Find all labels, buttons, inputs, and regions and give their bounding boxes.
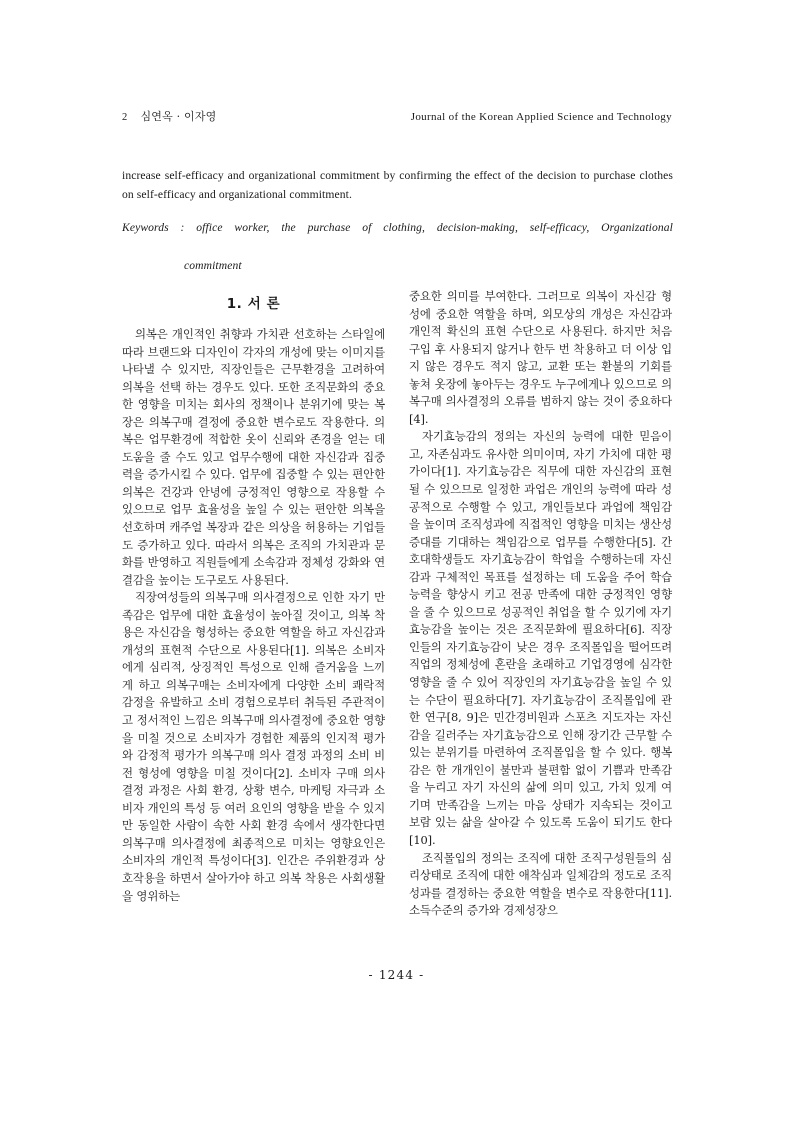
paragraph: 자기효능감의 정의는 자신의 능력에 대한 믿음이고, 자존심과도 유사한 의미이며, 자기 가치에 대한 평가이다[1]. 자기효능감은 직무에 대한 자신감의 표현될 수 있으므로 일정한 과업은 개인의 능력에 따라 성공적으로 수행할 수 있고, 개인들보다 과업에 책임감을 높이며 조직성과에 직접적인 영향을 미치는 생산성 증대를 기대하는 책임감으로 업무를 수행한다[5]. 간호대학생들도 자기효능감이 학업을 수행하는데 자신감과 구체적인 목표를 설정하는 데 도움을 주어 학습 능력을 향상시 키고 전공 만족에 대한 긍정적인 영향을 줄 수 있으므로 성공적인 취업을 할 수 있기에 자기효능감을 높이는 것은 조직문화에 필요하다[6]. 직장인들의 자기효능감이 낮은 경우 조직몰입을 떨어뜨려 직업의 정체성에 혼란을 초래하고 기업경영에 심각한 영향을 줄 수 있어 직장인의 자기효능감을 높일 수 있는 수단이 필요하다[7]. 자기효능감이 조직몰입에 관한 연구[8, 9]은 민간경비원과 스포츠 지도자는 자신감을 길러주는 자기효능감으로 인해 장기간 근무할 수 있는 분위기를 마련하여 조직몰입을 할 수 있다. 행복감은 한 개개인이 불만과 불편함 없이 기쁨과 만족감을 누리고 자기 자신의 삶에 의미 있고, 가치 있게 여기며 만족감을 느끼는 마음 상태가 지속되는 것이고 보람 있는 삶을 살아갈 수 있도록 도움이 되기도 한다[10].	[409, 429, 672, 847]
body-column-right	[409, 288, 672, 966]
abstract-tail-text: increase self-efficacy and organizational commitment by confirming the effect of the decision to purchase clothes on self-efficacy and organizational commitment.	[122, 169, 673, 201]
header-journal-title: Journal of the Korean Applied Science and Technology	[410, 111, 672, 123]
paragraph: 조직몰입의 정의는 조직에 대한 조직구성원들의 심리상태로 조직에 대한 애착심과 일체감의 정도로 조직성과를 결정하는 중요한 역할을 변수로 작용한다[11]. 소득수준의 증가와 경제성장으	[409, 850, 672, 918]
section-heading-introduction: 1. 서 론	[226, 296, 281, 312]
paragraph: 중요한 의미를 부여한다. 그러므로 의복이 자신감 형성에 중요한 역할을 하며, 외모상의 개성은 자신감과 개인적 확신의 표현 수단으로 사용된다. 하지만 처음 구입 후 사용되지 않거나 한두 번 착용하고 더 이상 입지 않은 경우도 적지 않고, 교환 또는 환불의 기회를 놓쳐 옷장에 놓아두는 경우도 누구에게나 있으므로 의복구매 의사결정의 오류를 범하지 않는 것이 중요하다[4].	[409, 289, 672, 426]
header-authors: 심연옥 · 이자영	[140, 110, 217, 123]
keywords-block	[122, 218, 673, 275]
keywords-line-2: commitment	[184, 259, 242, 272]
body-column-left	[122, 326, 385, 966]
paragraph: 의복은 개인적인 취향과 가치관 선호하는 스타일에 따라 브랜드와 디자인이 각자의 개성에 맞는 이미지를 나타낼 수 있지만, 직장인들은 근무환경을 고려하여 의복을 선택 하는 경우도 있다. 또한 조직문화의 중요한 영향을 미치는 회사의 정책이나 분위기에 맞는 복장은 의복구매 결정에 중요한 변수로도 작용한다. 의복은 업무환경에 적합한 옷이 신뢰와 존경을 얻는 데 도움을 줄 수도 있고 업무수행에 대한 자신감과 집중력을 증가시킬 수 있다. 업무에 집중할 수 있는 편안한 의복은 건강과 안녕에 긍정적인 영향으로 작용할 수 있으므로 업무 효율성을 높일 수 있는 편안한 의복을 선호하며 캐주얼 복장과 같은 의상을 허용하는 기업들도 증가하고 있다. 따라서 의복은 조직의 가치관과 문화를 반영하고 직원들에게 소속감과 정체성 강화와 연결감을 높이는 도구로도 사용된다.	[122, 327, 385, 587]
footer-folio: - 1244 -	[368, 968, 425, 982]
keywords-line-1: Keywords : office worker, the purchase of clothing, decision-making, self-efficacy, Organizational	[122, 221, 673, 234]
running-header-left	[122, 108, 217, 124]
paragraph: 직장여성들의 의복구매 의사결정으로 인한 자기 만족감은 업무에 대한 효율성이 높아질 것이고, 의복 착용은 자신감을 형성하는 중요한 역할을 하고 자신감과 개성의 표현적 수단으로 사용된다[1]. 의복은 소비자에게 심리적, 상징적인 특성으로 인해 즐거움을 느끼게 하고 의복구매는 소비자에게 다양한 소비 쾌락적 감정을 유발하고 소비 경험으로부터 취득된 주관적이고 정서적인 느낌은 의복구매 의사결정에 중요한 영향을 미칠 것으로 소비자가 경험한 제품의 인지적 평가와 감정적 평가가 의복구매 의사 결정 과정의 소비 비전 형성에 영향을 미칠 것이다[2]. 소비자 구매 의사 결정 과정은 사회 환경, 상황 변수, 마케팅 자극과 소비자 개인의 특성 등 여러 요인의 영향을 받을 수 있지만 동일한 사람이 속한 사회 환경 속에서 생각한다면 의복구매 의사결정에 최종적으로 미치는 영향요인은 소비자의 개인적 특성이다[3]. 인간은 주위환경과 상호작용을 하면서 살아가야 하고 의복 착용은 사회생활을 영위하는	[122, 590, 385, 903]
running-header	[122, 108, 672, 126]
header-page-number: 2	[122, 112, 128, 123]
